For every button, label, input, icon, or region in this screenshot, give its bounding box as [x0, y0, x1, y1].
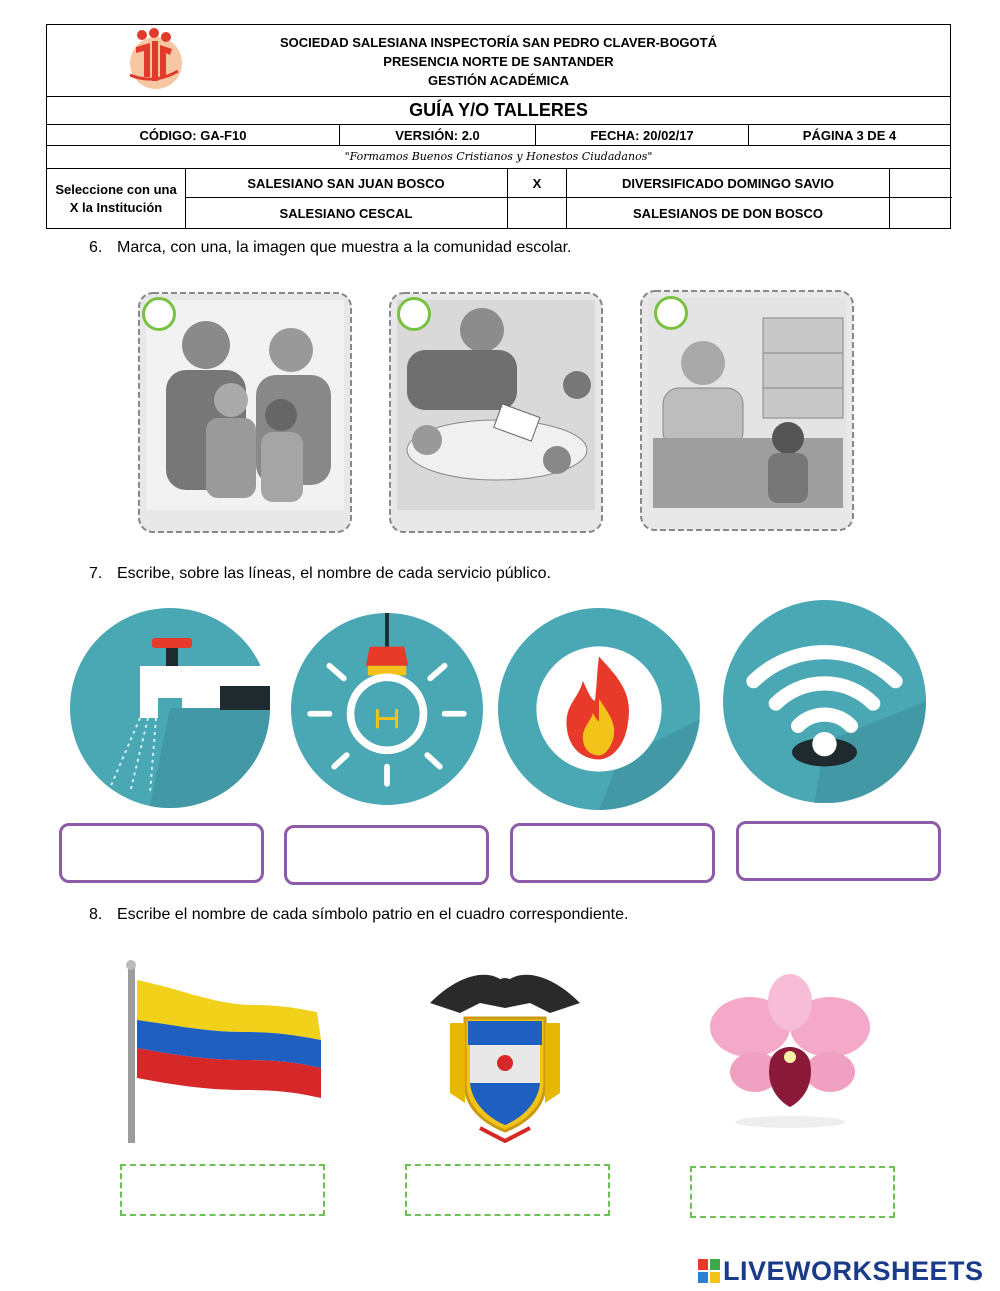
question-6-text: Marca, con una, la imagen que muestra a la comunidad escolar.: [117, 239, 572, 256]
question-8-text: Escribe el nombre de cada símbolo patrio en el cuadro correspondiente.: [117, 906, 629, 923]
service-answer-4[interactable]: [736, 821, 941, 881]
doc-date: FECHA: 20/02/17: [535, 125, 748, 145]
institution-mark-dsavio[interactable]: [889, 169, 950, 197]
doc-code: CÓDIGO: GA-F10: [139, 127, 247, 143]
doc-page: PÁGINA 3 DE 4: [748, 125, 950, 145]
symbol-answer-flower[interactable]: [690, 1166, 895, 1218]
page-title: GUÍA Y/O TALLERES: [47, 97, 950, 125]
institution-option-donbosco: SALESIANOS DE DON BOSCO: [566, 198, 889, 228]
service-answer-1[interactable]: [59, 823, 264, 883]
institution-option-cescal: SALESIANO CESCAL: [279, 205, 413, 221]
motto: "Formamos Buenos Cristianos y Honestos Ciudadanos": [47, 146, 950, 169]
gas-flame-icon: [498, 608, 700, 810]
header-table: [46, 24, 951, 229]
liveworksheets-logo[interactable]: [698, 1256, 998, 1286]
service-answer-2[interactable]: [284, 825, 489, 885]
institution-mark-donbosco[interactable]: [889, 198, 950, 228]
institution-mark-cescal[interactable]: [507, 198, 566, 228]
doc-info-row: [47, 125, 950, 146]
question-7: 7. Escribe, sobre las líneas, el nombre de cada servicio público.: [89, 565, 551, 582]
colombia-flag-icon: [125, 960, 325, 1145]
symbol-answer-flag[interactable]: [120, 1164, 325, 1216]
option-family-radio[interactable]: [142, 297, 176, 331]
question-7-text: Escribe, sobre las líneas, el nombre de cada servicio público.: [117, 565, 551, 582]
institution-name: SOCIEDAD SALESIANA INSPECTORÍA SAN PEDRO CLAVER-BOGOTÁ: [280, 35, 717, 50]
wifi-icon: [723, 600, 926, 803]
institution-select: [47, 169, 950, 228]
option-shop-radio[interactable]: [654, 296, 688, 330]
coat-of-arms-icon: [430, 963, 580, 1143]
liveworksheets-text: LIVEWORKSHEETS: [723, 1256, 984, 1286]
institution-option-dsavio: DIVERSIFICADO DOMINGO SAVIO: [566, 169, 889, 197]
doc-version: VERSIÓN: 2.0: [339, 125, 535, 145]
symbol-answer-coat[interactable]: [405, 1164, 610, 1216]
question-6: 6. Marca, con una, la imagen que muestra a la comunidad escolar.: [89, 239, 572, 256]
header-title-block: [47, 25, 950, 97]
select-label: Seleccione con una X la Institución: [55, 181, 177, 215]
orchid-flower-icon: [705, 972, 875, 1132]
option-classroom-radio[interactable]: [397, 297, 431, 331]
light-bulb-icon: [291, 613, 483, 805]
water-faucet-icon: [70, 608, 270, 808]
management-name: GESTIÓN ACADÉMICA: [427, 73, 570, 88]
presence-name: PRESENCIA NORTE DE SANTANDER: [383, 54, 614, 69]
liveworksheets-icon: [698, 1259, 720, 1283]
question-8: 8. Escribe el nombre de cada símbolo patrio en el cuadro correspondiente.: [89, 906, 629, 923]
institution-mark-x[interactable]: X: [507, 169, 566, 197]
service-answer-3[interactable]: [510, 823, 715, 883]
institution-option-sjb: SALESIANO SAN JUAN BOSCO: [247, 175, 445, 191]
